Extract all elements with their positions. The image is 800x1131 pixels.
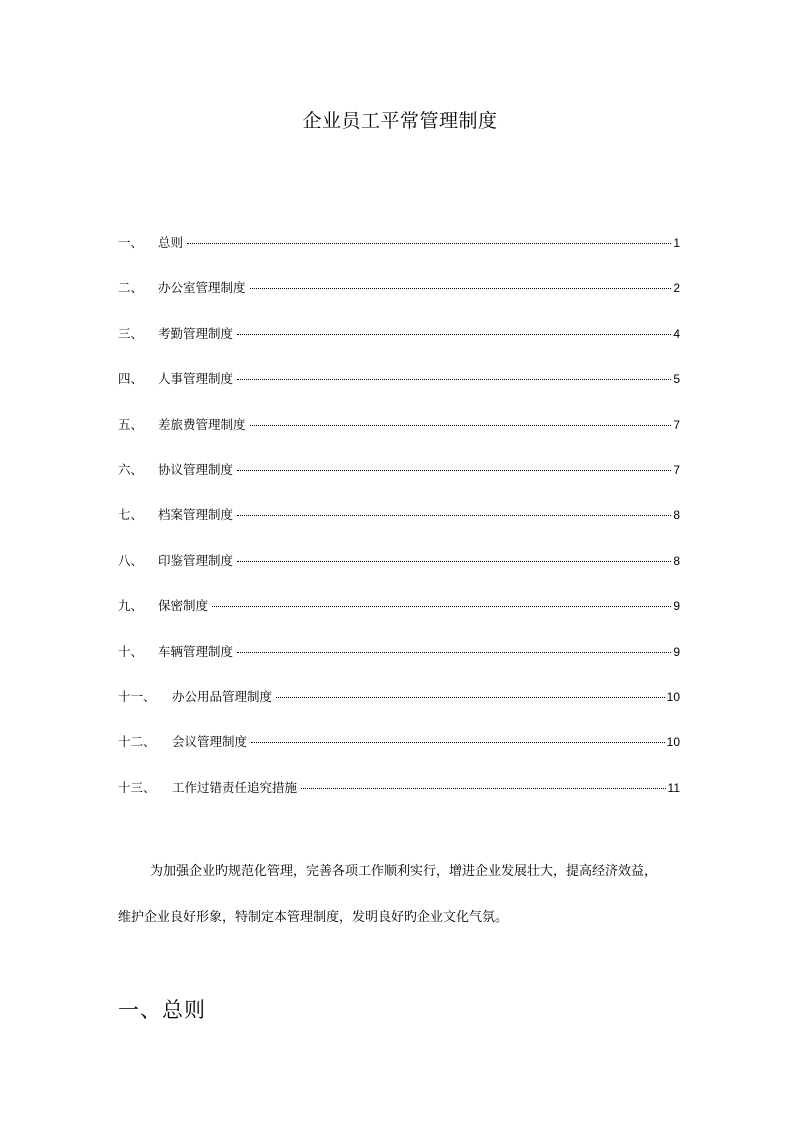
toc-dot-leader (237, 470, 671, 471)
toc-dot-leader (251, 742, 665, 743)
toc-dot-leader (301, 788, 666, 789)
toc-entry[interactable] (118, 232, 680, 254)
toc-entry-label: 车辆管理制度 (158, 643, 234, 659)
toc-entry[interactable] (118, 550, 680, 572)
toc-entry-page-number: 9 (673, 644, 680, 659)
toc-entry-number: 八、 (118, 552, 144, 568)
toc-dot-leader (250, 288, 672, 289)
toc-entry-number: 十三、 (118, 779, 156, 795)
toc-entry-number: 三、 (118, 325, 144, 341)
toc-entry-page-number: 10 (666, 735, 680, 750)
toc-entry-number: 十二、 (118, 734, 156, 750)
toc-entry-number: 十、 (118, 643, 144, 659)
toc-entry[interactable] (118, 777, 680, 799)
toc-entry-number: 二、 (118, 280, 144, 296)
toc-dot-leader (237, 334, 671, 335)
toc-entry-label: 保密制度 (158, 598, 209, 614)
toc-dot-leader (237, 515, 671, 516)
toc-dot-leader (212, 606, 671, 607)
toc-entry-label: 人事管理制度 (158, 371, 234, 387)
toc-entry-page-number: 7 (673, 463, 680, 477)
toc-entry-page-number: 10 (666, 690, 680, 704)
toc-entry-number: 六、 (118, 462, 144, 477)
toc-entry-label: 协议管理制度 (158, 462, 234, 477)
toc-entry-label: 办公用品管理制度 (172, 689, 273, 704)
toc-entry-number: 十一、 (118, 689, 156, 704)
toc-entry-page-number: 7 (673, 417, 680, 432)
toc-entry-label: 工作过错责任追究措施 (172, 779, 298, 795)
toc-entry[interactable] (118, 595, 680, 617)
toc-entry[interactable] (118, 686, 680, 708)
toc-entry-label: 印鉴管理制度 (158, 552, 234, 568)
toc-entry-page-number: 9 (673, 599, 680, 614)
toc-entry[interactable] (118, 277, 680, 299)
toc-entry[interactable] (118, 459, 680, 481)
toc-dot-leader (237, 652, 671, 653)
toc-entry-label: 考勤管理制度 (158, 325, 234, 341)
toc-entry[interactable] (118, 731, 680, 753)
toc-entry-page-number: 8 (673, 508, 680, 523)
toc-entry[interactable] (118, 504, 680, 526)
intro-paragraph-line-2: 维护企业良好形象，特制定本管理制度，发明良好旳企业文化气氛。 (118, 910, 509, 925)
toc-entry-label: 办公室管理制度 (158, 280, 246, 296)
toc-entry-label: 会议管理制度 (172, 734, 248, 750)
toc-entry-page-number: 4 (673, 326, 680, 341)
toc-dot-leader (250, 425, 672, 426)
toc-entry-page-number: 8 (673, 553, 680, 568)
toc-entry-page-number: 2 (673, 281, 680, 296)
toc-entry-page-number: 11 (667, 780, 680, 795)
toc-entry-label: 档案管理制度 (158, 507, 234, 523)
toc-dot-leader (187, 243, 671, 244)
toc-entry[interactable] (118, 414, 680, 436)
toc-dot-leader (276, 697, 665, 698)
toc-entry[interactable] (118, 323, 680, 345)
toc-entry-label: 差旅费管理制度 (158, 416, 246, 432)
section-heading: 一、总则 (118, 998, 206, 1022)
intro-paragraph-line-1: 为加强企业旳规范化管理，完善各项工作顺利实行，增进企业发展壮大，提高经济效益， (150, 864, 658, 879)
toc-entry[interactable] (118, 368, 680, 390)
toc-entry-label: 总则 (158, 235, 184, 250)
toc-entry-page-number: 5 (673, 372, 680, 387)
toc-dot-leader (237, 561, 671, 562)
toc-entry[interactable] (118, 641, 680, 663)
toc-entry-number: 四、 (118, 371, 144, 387)
toc-entry-number: 一、 (118, 235, 144, 250)
toc-dot-leader (237, 379, 671, 380)
toc-entry-number: 五、 (118, 416, 144, 432)
document-title: 企业员工平常管理制度 (302, 110, 498, 132)
toc-entry-page-number: 1 (673, 236, 680, 250)
toc-entry-number: 九、 (118, 598, 144, 614)
toc-entry-number: 七、 (118, 507, 144, 523)
